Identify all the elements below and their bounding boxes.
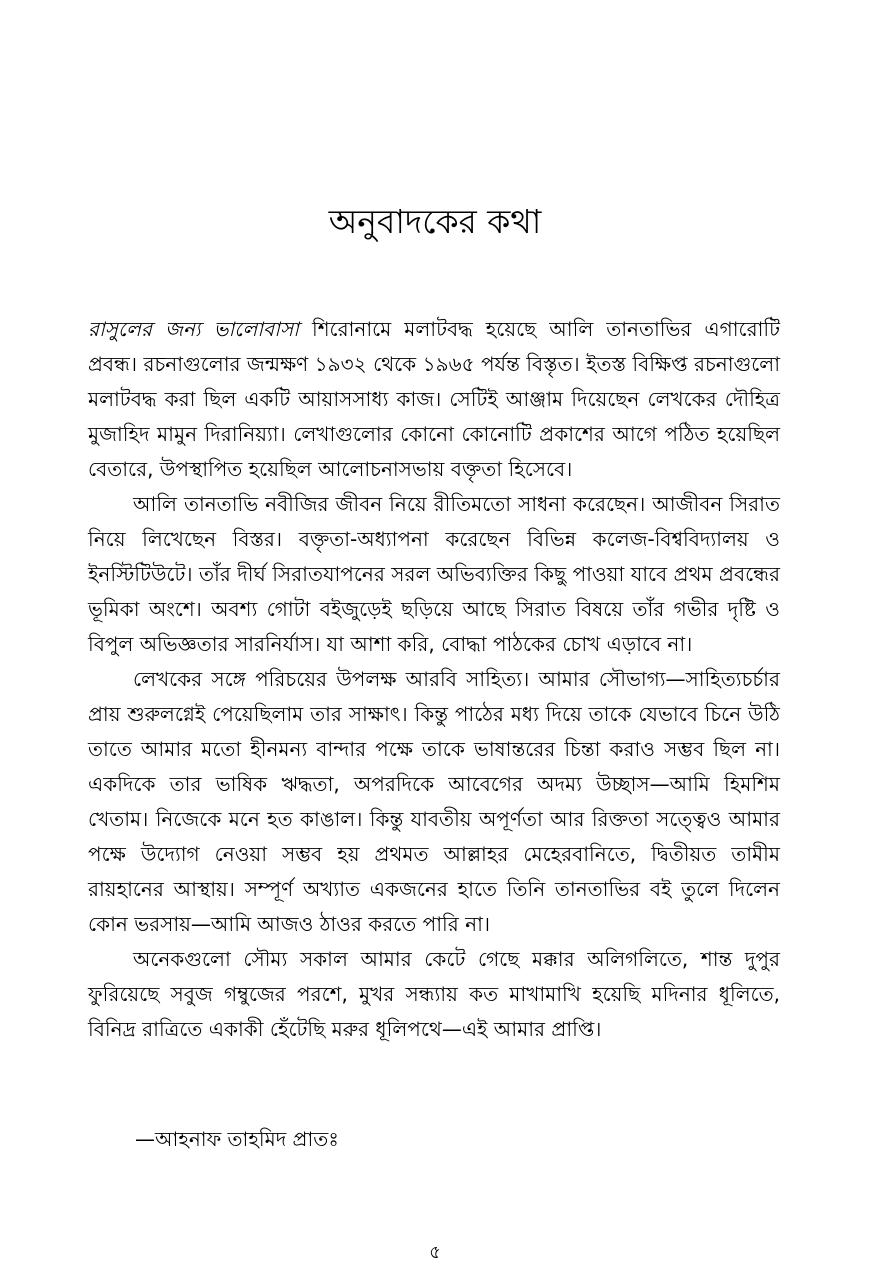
paragraph-1	[88, 312, 780, 487]
page-title: অনুবাদকের কথা	[328, 202, 542, 241]
paragraph-4: অনেকগুলো সৌম্য সকাল আমার কেটে গেছে মক্কার অলিগলিতে, শান্ত দুপুর ফুরিয়েছে সবুজ গম্বুজের পরশে, মুখর সন্ধ্যায় কত মাখামাখি হয়েছি মদিনার ধূলিতে, বিনিদ্র রাত্রিতে একাকী হেঁটেছি মরুর ধূলিপথে—এই আমার প্রাপ্তি।	[88, 947, 780, 1041]
paragraph-3: লেখকের সঙ্গে পরিচয়ের উপলক্ষ আরবি সাহিত্য। আমার সৌভাগ্য—সাহিত্যচর্চার প্রায় শুরুলগ্নেই পেয়েছিলাম তার সাক্ষাৎ। কিন্তু পাঠের মধ্য দিয়ে তাকে যেভাবে চিনে উঠি তাতে আমার মতো হীনমন্য বান্দার পক্ষে তাকে ভাষান্তরের চিন্তা করাও সম্ভব ছিল না। একদিকে তার ভাষিক ঋদ্ধতা, অপরদিকে আবেগের অদম্য উচ্ছাস—আমি হিমশিম খেতাম। নিজেকে মনে হত কাঙাল। কিন্তু যাবতীয় অপূর্ণতা আর রিক্ততা সত্ত্বেও আমার পক্ষে উদ্যোগ নেওয়া সম্ভব হয় প্রথমত আল্লাহর মেহেরবানিতে, দ্বিতীয়ত তামীম রায়হানের আস্থায়। সম্পূর্ণ অখ্যাত একজনের হাতে তিনি তানতাভির বই তুলে দিলেন কোন ভরসায়—আমি আজও ঠাওর করতে পারি না।	[88, 667, 780, 936]
paragraph-2: আলি তানতাভি নবীজির জীবন নিয়ে রীতিমতো সাধনা করেছেন। আজীবন সিরাত নিয়ে লিখেছেন বিস্তর। বক্তৃতা-অধ্যাপনা করেছেন বিভিন্ন কলেজ-বিশ্ববিদ্যালয় ও ইনস্টিটিউটে। তাঁর দীর্ঘ সিরাতযাপনের সরল অভিব্যক্তির কিছু পাওয়া যাবে প্রথম প্রবন্ধের ভূমিকা অংশে। অবশ্য গোটা বইজুড়েই ছড়িয়ে আছে সিরাত বিষয়ে তাঁর গভীর দৃষ্টি ও বিপুল অভিজ্ঞতার সারনির্যাস। যা আশা করি, বোদ্ধা পাঠকের চোখ এড়াবে না।	[88, 492, 780, 656]
body-text	[88, 312, 780, 1047]
translator-signature: —আহনাফ তাহমিদ প্রাতঃ	[135, 1127, 339, 1151]
page-number: ৫	[429, 1242, 441, 1263]
book-title-italic: রাসুলের জন্য ভালোবাসা	[88, 317, 299, 341]
paragraph-1-text: শিরোনামে মলাটবদ্ধ হয়েছে আলি তানতাভির এগারোটি প্রবন্ধ। রচনাগুলোর জন্মক্ষণ ১৯৩২ থেকে ১৯৬৫ পর্যন্ত বিস্তৃত। ইতস্ত বিক্ষিপ্ত রচনাগুলো মলাটবদ্ধ করা ছিল একটি আয়াসসাধ্য কাজ। সেটিই আঞ্জাম দিয়েছেন লেখকের দৌহিত্র মুজাহিদ মামুন দিরানিয়্যা। লেখাগুলোর কোনো কোনোটি প্রকাশের আগে পঠিত হয়েছিল বেতারে, উপস্থাপিত হয়েছিল আলোচনাসভায় বক্তৃতা হিসেবে।	[88, 317, 780, 481]
